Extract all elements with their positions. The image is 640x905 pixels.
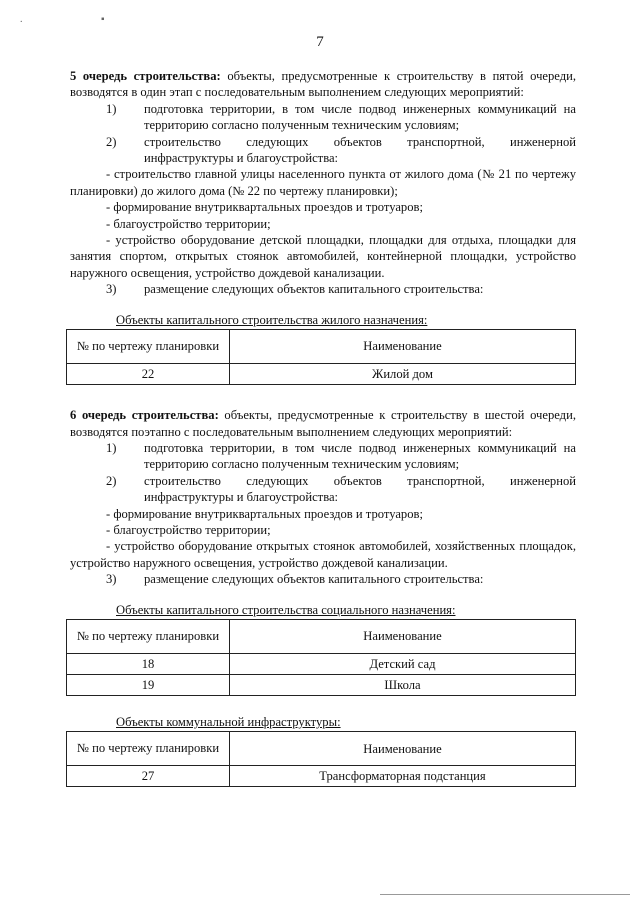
item-number: 2) — [106, 473, 117, 488]
item-number: 2) — [106, 134, 117, 149]
stage5-bullet: - формирование внутриквартальных проездов и тротуаров; — [106, 200, 423, 215]
column-header-number: № по чертежу планировки — [67, 732, 230, 766]
table-row — [67, 674, 576, 695]
stage5-item-3 — [70, 281, 576, 297]
stage6-intro — [70, 407, 576, 440]
item-number: 3) — [106, 282, 117, 297]
stage6-item-2 — [70, 473, 576, 506]
table-row — [67, 766, 576, 787]
table-header-row — [67, 619, 576, 653]
item-number: 1) — [106, 440, 117, 455]
cell-name: Трансформаторная подстанция — [230, 766, 576, 787]
stage5-item-2 — [70, 134, 576, 167]
stage5-bullet: - строительство главной улицы населенного пункта от жилого дома (№ 21 по чертежу планировки) до жилого дома (№ 22 по чертежу планировки); — [70, 167, 576, 198]
corner-marks: . ▪ — [20, 14, 143, 25]
residential-objects-table — [66, 329, 576, 385]
column-header-number: № по чертежу планировки — [67, 619, 230, 653]
table-header-row — [67, 732, 576, 766]
document-body — [70, 68, 576, 787]
item-text: размещение следующих объектов капитального строительства: — [144, 572, 484, 587]
cell-number: 18 — [67, 653, 230, 674]
stage5-intro — [70, 68, 576, 101]
item-number: 3) — [106, 572, 117, 587]
item-text: подготовка территории, в том числе подвод инженерных коммуникаций на территорию согласно полученным техническим условиям; — [144, 440, 576, 472]
table-caption: Объекты коммунальной инфраструктуры: — [116, 714, 341, 729]
stage6-item-1 — [70, 440, 576, 473]
stage5-bullet: - устройство оборудование детской площадки, площадки для отдыха, площадки для занятия спортом, открытых стоянок автомобилей, контейнерной площадки, устройство наружного освещения, устройство дождевой канализации. — [70, 233, 576, 280]
stage5-item-1 — [70, 101, 576, 134]
footer-rule — [380, 894, 630, 895]
stage6-intro-text: объекты, предусмотренные к строительству в шестой очереди, возводятся поэтапно с последовательным выполнением следующих мероприятий: — [70, 408, 576, 439]
stage6-bullet: - формирование внутриквартальных проездов и тротуаров; — [106, 506, 423, 521]
table-header-row — [67, 330, 576, 364]
column-header-name: Наименование — [230, 330, 576, 364]
table-caption: Объекты капитального строительства социального назначения: — [116, 602, 456, 617]
item-text: размещение следующих объектов капитального строительства: — [144, 282, 484, 297]
column-header-number: № по чертежу планировки — [67, 330, 230, 364]
cell-number: 19 — [67, 674, 230, 695]
stage5-intro-text: объекты, предусмотренные к строительству в пятой очереди, возводятся в один этап с последовательным выполнением следующих мероприятий: — [70, 69, 577, 100]
stage6-item-3 — [70, 571, 576, 587]
stage6-bullet: - устройство оборудование открытых стоянок автомобилей, хозяйственных площадок, устройство наружного освещения, устройство дождевой канализации. — [70, 539, 576, 570]
item-text: строительство следующих объектов транспортной, инженерной инфраструктуры и благоустройства: — [144, 473, 576, 505]
item-number: 1) — [106, 101, 117, 116]
cell-number: 22 — [67, 364, 230, 385]
item-text: подготовка территории, в том числе подвод инженерных коммуникаций на территорию согласно полученным техническим условиям; — [144, 101, 576, 133]
stage6-heading: 6 очередь строительства: — [70, 408, 219, 423]
table-row — [67, 364, 576, 385]
stage5-heading: 5 очередь строительства: — [70, 69, 221, 83]
communal-objects-table — [66, 731, 576, 787]
table-row — [67, 653, 576, 674]
cell-number: 27 — [67, 766, 230, 787]
page-number: 7 — [316, 34, 324, 50]
table-caption: Объекты капитального строительства жилого назначения: — [116, 312, 428, 327]
item-text: строительство следующих объектов транспортной, инженерной инфраструктуры и благоустройства: — [144, 134, 576, 166]
stage6-bullet: - благоустройство территории; — [106, 522, 271, 537]
column-header-name: Наименование — [230, 732, 576, 766]
cell-name: Детский сад — [230, 653, 576, 674]
cell-name: Школа — [230, 674, 576, 695]
social-objects-table — [66, 619, 576, 696]
stage5-bullet: - благоустройство территории; — [106, 216, 271, 231]
column-header-name: Наименование — [230, 619, 576, 653]
cell-name: Жилой дом — [230, 364, 576, 385]
